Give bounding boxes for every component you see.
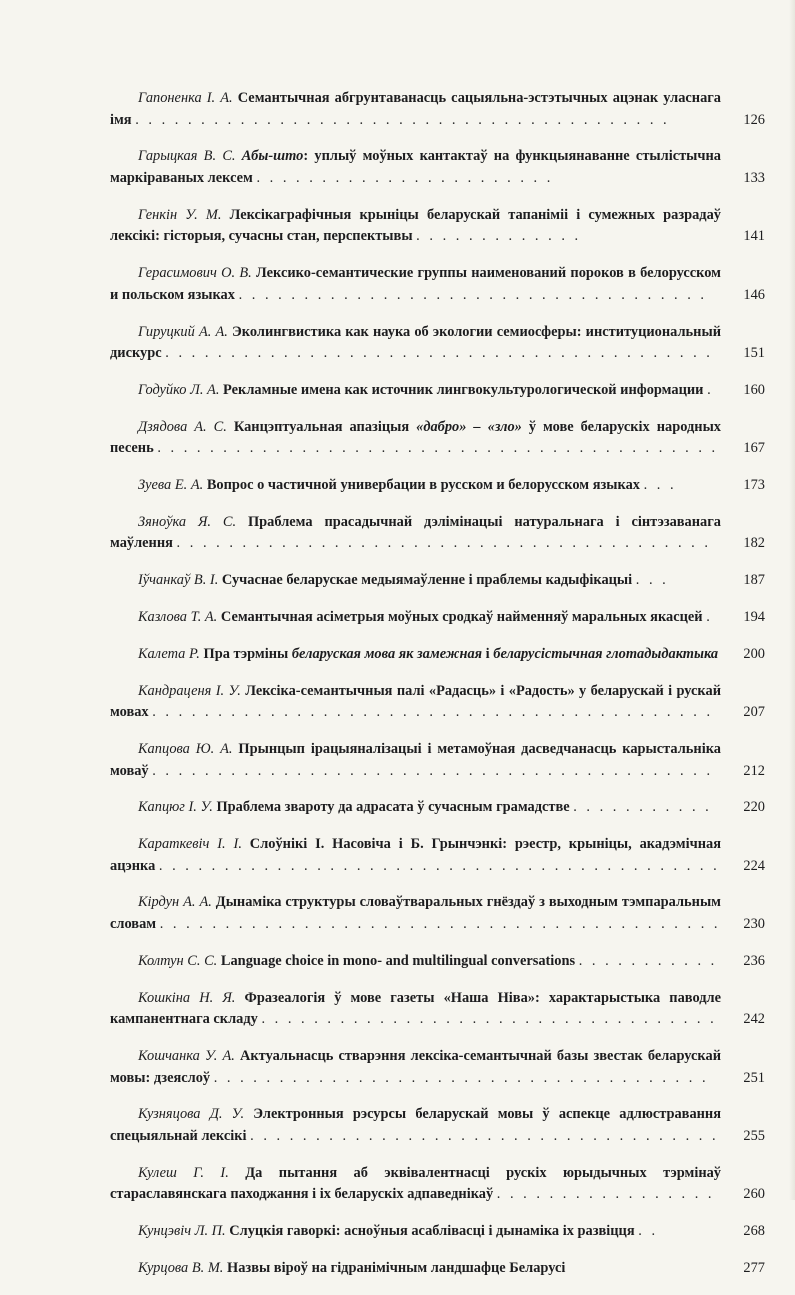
toc-title: Прынцып ірацыяналізацыі і метамоўная дасведчанасць карыстальніка моваў xyxy=(110,740,721,779)
toc-page-number: 260 xyxy=(743,1186,765,1203)
toc-title: «дабро» – «зло» xyxy=(416,418,522,435)
toc-author: Герасимович О. В. xyxy=(138,265,252,282)
leader-dots: . . . . . . . . . . . . . . . . . . . . . . . . . . . . . . . . . . . . . . xyxy=(213,1069,709,1086)
toc-entry[interactable] xyxy=(110,797,765,819)
toc-entry[interactable] xyxy=(110,607,765,629)
toc-title: Актуальнасць стварэння лексіка-семантычнай базы звестак беларускай мовы: дзеяслоў xyxy=(110,1047,721,1086)
toc-entry-text xyxy=(110,681,721,724)
toc-title: Рекламные имена как источник лингвокультурологической информации xyxy=(223,381,704,398)
toc-entry[interactable] xyxy=(110,380,765,402)
leader-dots: . . . . . . . . . . . . . . . . . . . . . . . xyxy=(256,169,554,186)
toc-author: Генкін У. М. xyxy=(138,206,222,223)
toc-entry-text xyxy=(110,417,721,460)
toc-author: Гапоненка І. А. xyxy=(138,90,233,106)
toc-title: Пра тэрміны xyxy=(203,645,292,662)
toc-page-number: 194 xyxy=(743,608,765,625)
toc-author: Гируцкий А. А. xyxy=(138,323,228,340)
toc-entry[interactable] xyxy=(110,205,765,248)
leader-dots: . . . . . . . . . . . . . . . . . xyxy=(496,1186,715,1203)
toc-entry[interactable] xyxy=(110,834,765,877)
leader-dots: . . . . . . . . . . . . . . . . . . . . . . . . . . . . . . . . . . . . . . . . . . . xyxy=(157,440,719,457)
toc-entry-text xyxy=(110,951,721,973)
toc-page-number: 160 xyxy=(743,381,765,398)
toc-title: Эколингвистика как наука об экологии семиосферы: институциональный дискурс xyxy=(110,323,721,362)
toc-entry[interactable] xyxy=(110,739,765,782)
toc-entry-text xyxy=(110,1258,721,1280)
toc-author: Казлова Т. А. xyxy=(138,608,218,625)
leader-dots: . . . . . . . . . . . . . xyxy=(416,228,582,245)
toc-entry[interactable] xyxy=(110,681,765,724)
toc-page-number: 212 xyxy=(743,762,765,779)
toc-entry[interactable] xyxy=(110,1258,765,1280)
toc-entry-text xyxy=(110,797,721,819)
leader-dots: . . . . . . . . . . . . . . . . . . . . . . . . . . . . . . . . . . . . . . . . . . xyxy=(165,345,713,362)
toc-entry[interactable] xyxy=(110,88,765,131)
toc-entry-text xyxy=(110,146,721,189)
leader-dots: . . . . . . . . . . . xyxy=(578,952,718,969)
toc-page-number: 255 xyxy=(743,1127,765,1144)
toc-entry[interactable] xyxy=(110,475,765,497)
toc-title: Электронныя рэсурсы беларускай мовы ў аспекце адлюстравання спецыяльнай лексікі xyxy=(110,1106,722,1144)
toc-page-number: 200 xyxy=(743,645,765,662)
toc-author: Зуева Е. А. xyxy=(138,477,204,494)
toc-page-number: 167 xyxy=(743,440,765,457)
toc-entry[interactable] xyxy=(110,951,765,973)
toc-title: Вопрос о частичной универбации в русском и белорусском языках xyxy=(206,477,640,494)
toc-title: ў мове беларускіх народных песень xyxy=(110,418,722,457)
toc-title: Дынаміка структуры словаўтваральных гнёздаў з выходным тэмпаральным словам xyxy=(110,894,721,933)
toc-entry[interactable] xyxy=(110,146,765,189)
toc-entry-text xyxy=(110,892,721,935)
leader-dots: . . . . . . . . . . . . . . . . . . . . . . . . . . . . . . . . . . . . . . . . . xyxy=(135,111,670,128)
toc-entry-text xyxy=(110,322,721,365)
toc-entry-text xyxy=(110,570,721,592)
leader-dots: . . . . . . . . . . . . . . . . . . . . . . . . . . . . . . . . . . . xyxy=(261,1011,717,1028)
toc-entry-text xyxy=(110,1104,721,1147)
toc-title: Сучаснае беларускае медыямаўленне і праблемы кадыфікацыі xyxy=(221,572,633,589)
toc-entry[interactable] xyxy=(110,322,765,365)
toc-page-number: 141 xyxy=(743,228,765,245)
toc-page-number: 230 xyxy=(743,916,765,933)
toc-title: беларуская мова як замежная xyxy=(291,645,483,662)
toc-entry-text xyxy=(110,644,721,666)
toc-entry-text xyxy=(110,88,721,131)
toc-page-number: 126 xyxy=(743,111,765,128)
toc-title: Лексико-семантические группы наименований пороков в белорусском и польском языках xyxy=(110,265,721,303)
leader-dots: . xyxy=(706,608,713,625)
toc-entry[interactable] xyxy=(110,644,765,666)
toc-author: Іўчанкаў В. І. xyxy=(138,572,219,589)
leader-dots: . . . . . . . . . . . . . . . . . . . . . . . . . . . . . . . . . . . . xyxy=(250,1127,719,1144)
toc-title: Лексікаграфічныя крыніцы беларускай тапаніміі і сумежных разрадаў лексікі: гісторыя, сучасны стан, перспектывы xyxy=(110,206,721,245)
toc-author: Кошчанка У. А. xyxy=(138,1047,235,1064)
toc-entry[interactable] xyxy=(110,570,765,592)
toc-page-number: 207 xyxy=(743,704,765,721)
toc-title: Семантычная асіметрыя моўных сродкаў найменняў маральных якасцей xyxy=(220,608,703,625)
leader-dots: . . . . . . . . . . . . . . . . . . . . . . . . . . . . . . . . . . . . . . . . . xyxy=(176,535,711,552)
toc-author: Калета Р. xyxy=(138,645,200,662)
toc-page-number: 151 xyxy=(743,345,765,362)
toc-author: Курцова В. М. xyxy=(138,1259,224,1276)
toc-entry-text xyxy=(110,205,721,248)
toc-page-number: 251 xyxy=(743,1069,765,1086)
toc-page-number: 220 xyxy=(743,799,765,816)
toc-page-number: 133 xyxy=(743,169,765,186)
leader-dots: . . . . . . . . . . . xyxy=(573,799,712,816)
toc-title: Канцэптуальная апазіцыя xyxy=(233,418,417,435)
toc-entry-text xyxy=(110,739,721,782)
toc-entry-text xyxy=(110,380,721,402)
toc-author: Капцюг І. У. xyxy=(138,799,213,816)
toc-page-number: 187 xyxy=(743,572,765,589)
toc-author: Кошкіна Н. Я. xyxy=(138,989,236,1006)
toc-author: Кузняцова Д. У. xyxy=(138,1106,245,1123)
leader-dots: . . . . . . . . . . . . . . . . . . . . . . . . . . . . . . . . . . . . xyxy=(238,286,707,303)
toc-title: : уплыў моўных кантактаў на функцыянаванне стылістычна маркіраваных лексем xyxy=(110,148,721,186)
toc-title: Праблема прасадычнай дэлімінацыі натуральнага і сінтэзаванага маўлення xyxy=(110,513,721,552)
toc-entry-text xyxy=(110,607,721,629)
toc-entry-text xyxy=(110,988,721,1031)
toc-author: Кунцэвіч Л. П. xyxy=(138,1223,226,1240)
toc-author: Кандраценя І. У. xyxy=(138,682,241,699)
toc-page-number: 182 xyxy=(743,535,765,552)
leader-dots: . . . xyxy=(635,572,669,589)
toc-entry-text xyxy=(110,263,721,306)
toc-title: Семантычная абгрунтаванасць сацыяльна-эстэтычных ацэнак уласнага імя xyxy=(110,90,721,128)
toc-author: Караткевіч І. І. xyxy=(138,836,242,853)
toc-page-number: 173 xyxy=(743,477,765,494)
toc-title: Лексіка-семантычныя палі «Радасць» і «Радость» у беларускай і рускай мовах xyxy=(110,682,721,721)
toc-entry-text xyxy=(110,834,721,877)
toc-title: Language choice in mono- and multilingual conversations xyxy=(220,952,576,969)
toc-page-number: 236 xyxy=(743,952,765,969)
toc-entry[interactable] xyxy=(110,988,765,1031)
toc-author: Зяноўка Я. С. xyxy=(138,513,237,530)
leader-dots: . . . . . . . . . . . . . . . . . . . . . . . . . . . . . . . . . . . . . . . . . . . xyxy=(152,762,714,779)
toc-title: Слоўнікі І. Насовіча і Б. Грынчэнкі: рэестр, крыніцы, акадэмічная ацэнка xyxy=(110,836,721,874)
toc-entry-text xyxy=(110,1046,721,1089)
toc-author: Кірдун А. А. xyxy=(138,894,212,911)
toc-title: і xyxy=(482,645,494,662)
toc-author: Дзядова А. С. xyxy=(138,418,227,435)
toc-title: Абы-што xyxy=(241,148,304,165)
leader-dots: . . . . . . . . . . . . . . . . . . . . . . . . . . . . . . . . . . . . . . . . . . . xyxy=(159,916,721,933)
toc-author: Капцова Ю. А. xyxy=(138,740,233,757)
toc-title: беларусістычная глотадыдактыка xyxy=(493,645,719,662)
toc-entry[interactable] xyxy=(110,1104,765,1147)
toc-entry[interactable] xyxy=(110,1221,765,1243)
table-of-contents xyxy=(110,88,765,1295)
toc-title: Праблема звароту да адрасата ў сучасным грамадстве xyxy=(216,799,570,816)
toc-title: Назвы віроў на гідранімічным ландшафце Беларусі xyxy=(227,1259,566,1276)
leader-dots: . . . xyxy=(643,477,677,494)
toc-page-number: 242 xyxy=(743,1011,765,1028)
toc-title: Да пытання аб эквівалентнасці рускіх юрыдычных тэрмінаў старaславянскага паходжання і іх беларускіх адпаведнікаў xyxy=(110,1164,721,1203)
toc-author: Колтун С. С. xyxy=(138,952,218,969)
toc-title: Фразеалогія ў мове газеты «Наша Ніва»: характарыстыка паводле кампанентнага складу xyxy=(110,989,721,1028)
toc-entry[interactable] xyxy=(110,263,765,306)
toc-entry[interactable] xyxy=(110,512,765,555)
toc-author: Годуйко Л. А. xyxy=(138,381,220,398)
toc-author: Кулеш Г. І. xyxy=(138,1164,229,1181)
toc-entry[interactable] xyxy=(110,417,765,460)
toc-entry[interactable] xyxy=(110,1046,765,1089)
toc-author: Гарыцкая В. С. xyxy=(138,148,236,165)
toc-entry-text xyxy=(110,512,721,555)
page-edge xyxy=(789,0,795,1200)
toc-page-number: 277 xyxy=(743,1259,765,1276)
toc-title: Слуцкія гаворкі: асноўныя асаблівасці і дынаміка іх развіцця xyxy=(229,1223,635,1240)
leader-dots: . . xyxy=(638,1223,659,1240)
toc-entry[interactable] xyxy=(110,892,765,935)
toc-entry-text xyxy=(110,1221,721,1243)
leader-dots: . . . . . . . . . . . . . . . . . . . . . . . . . . . . . . . . . . . . . . . . . . . xyxy=(152,704,714,721)
toc-entry[interactable] xyxy=(110,1163,765,1206)
leader-dots: . . . . . . . . . . . . . . . . . . . . . . . . . . . . . . . . . . . . . . . . . . . xyxy=(158,857,720,874)
toc-page-number: 146 xyxy=(743,286,765,303)
toc-page-number: 224 xyxy=(743,857,765,874)
toc-page-number: 268 xyxy=(743,1223,765,1240)
toc-entry-text xyxy=(110,1163,721,1206)
toc-entry-text xyxy=(110,475,721,497)
leader-dots: . xyxy=(707,381,714,398)
